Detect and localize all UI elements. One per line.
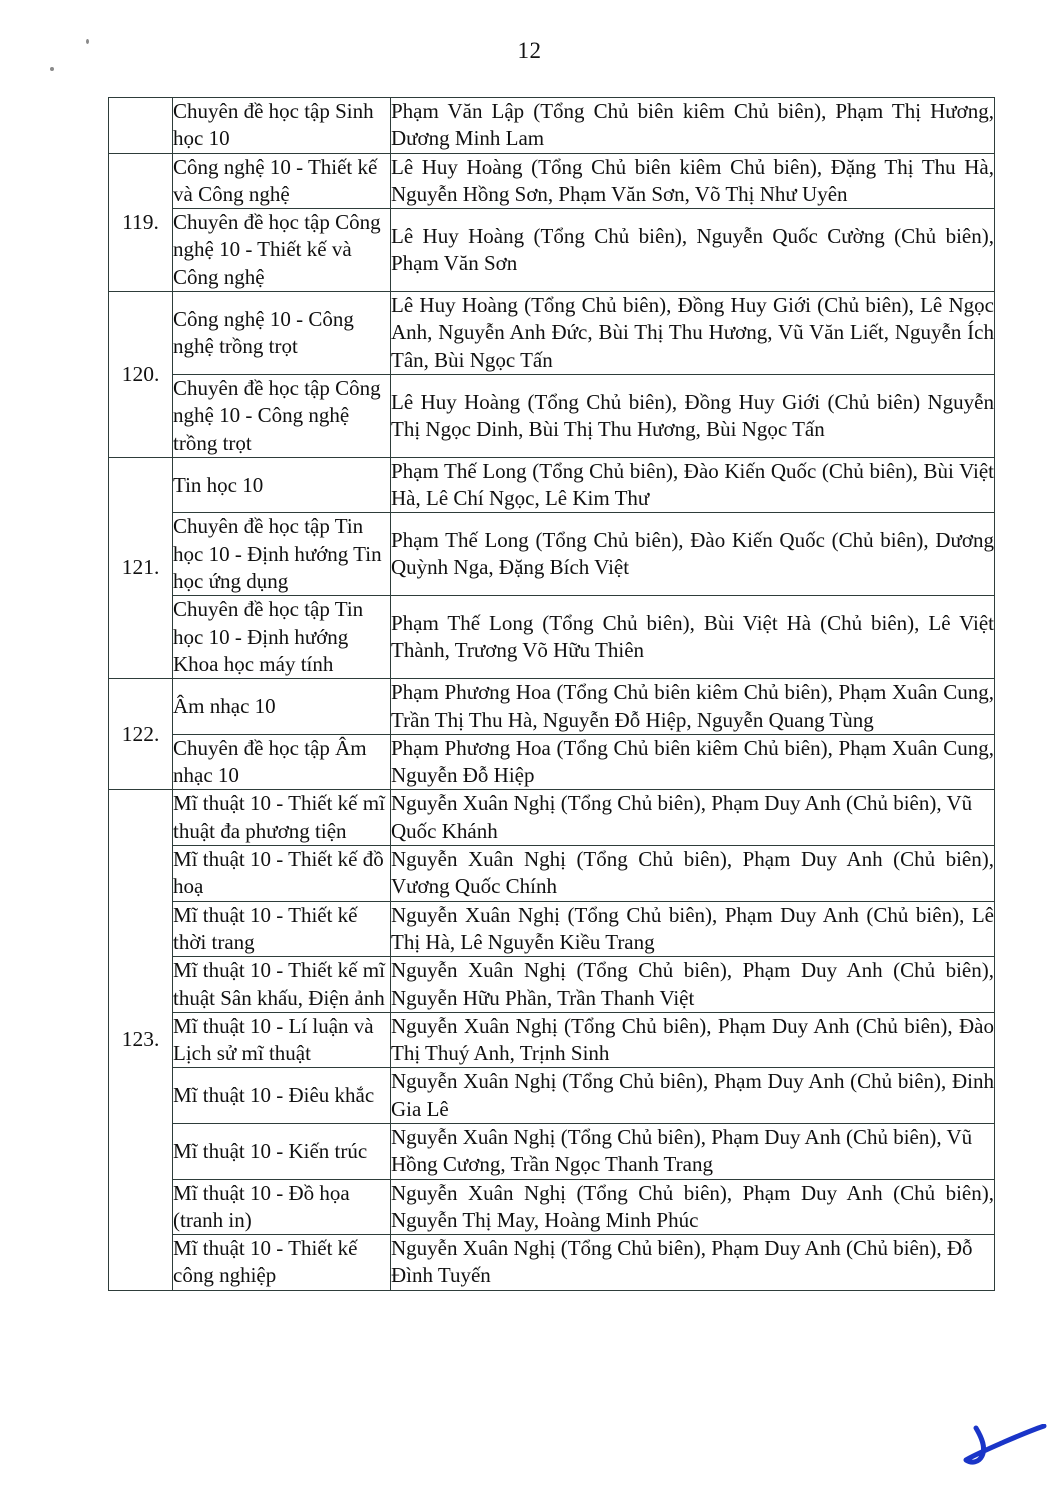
page-number: 12 (517, 38, 542, 63)
table-row (109, 1179, 995, 1235)
authors-cell: Lê Huy Hoàng (Tổng Chủ biên), Đồng Huy Giới (Chủ biên), Lê Ngọc Anh, Nguyễn Anh Đức, Bùi Thị Thu Hương, Vũ Văn Liết, Nguyễn Ích Tân, Bùi Ngọc Tấn (391, 292, 995, 375)
table-row (109, 596, 995, 679)
authors-cell: Nguyễn Xuân Nghị (Tổng Chủ biên), Phạm Duy Anh (Chủ biên), Vũ Quốc Khánh (391, 790, 995, 846)
book-title-cell: Công nghệ 10 - Công nghệ trồng trọt (173, 292, 391, 375)
authors-cell: Lê Huy Hoàng (Tổng Chủ biên kiêm Chủ biên), Đặng Thị Thu Hà, Nguyễn Hồng Sơn, Phạm Văn Sơn, Võ Thị Như Uyên (391, 153, 995, 209)
row-number-cell: 121. (109, 457, 173, 678)
authors-cell: Nguyễn Xuân Nghị (Tổng Chủ biên), Phạm Duy Anh (Chủ biên), Đào Thị Thuý Anh, Trịnh Sinh (391, 1012, 995, 1068)
table-row (109, 374, 995, 457)
authors-cell: Phạm Phương Hoa (Tổng Chủ biên kiêm Chủ biên), Phạm Xuân Cung, Trần Thị Thu Hà, Nguyễn Đỗ Hiệp, Nguyễn Quang Tùng (391, 679, 995, 735)
textbook-approval-table (108, 97, 995, 1291)
book-title-cell: Mĩ thuật 10 - Thiết kế mĩ thuật Sân khấu, Điện ảnh (173, 957, 391, 1013)
table-row (109, 1235, 995, 1291)
book-title-cell: Chuyên đề học tập Công nghệ 10 - Công nghệ trồng trọt (173, 374, 391, 457)
table-row (109, 790, 995, 846)
authors-cell: Phạm Phương Hoa (Tổng Chủ biên kiêm Chủ biên), Phạm Xuân Cung, Nguyễn Đỗ Hiệp (391, 734, 995, 790)
row-number-cell: 122. (109, 679, 173, 790)
table-row (109, 209, 995, 292)
authors-cell: Lê Huy Hoàng (Tổng Chủ biên), Đồng Huy Giới (Chủ biên) Nguyễn Thị Ngọc Dinh, Bùi Thị Thu Hương, Bùi Ngọc Tấn (391, 374, 995, 457)
table-row (109, 457, 995, 513)
book-title-cell: Chuyên đề học tập Công nghệ 10 - Thiết kế và Công nghệ (173, 209, 391, 292)
table-row (109, 846, 995, 902)
authors-cell: Nguyễn Xuân Nghị (Tổng Chủ biên), Phạm Duy Anh (Chủ biên), Vũ Hồng Cương, Trần Ngọc Thanh Trang (391, 1123, 995, 1179)
table-row (109, 1068, 995, 1124)
book-title-cell: Mĩ thuật 10 - Thiết kế mĩ thuật đa phương tiện (173, 790, 391, 846)
table-row (109, 901, 995, 957)
authors-cell: Nguyễn Xuân Nghị (Tổng Chủ biên), Phạm Duy Anh (Chủ biên), Đinh Gia Lê (391, 1068, 995, 1124)
book-title-cell: Chuyên đề học tập Tin học 10 - Định hướng Tin học ứng dụng (173, 513, 391, 596)
book-title-cell: Mĩ thuật 10 - Thiết kế thời trang (173, 901, 391, 957)
row-number-cell: 119. (109, 153, 173, 291)
book-title-cell: Chuyên đề học tập Âm nhạc 10 (173, 734, 391, 790)
row-number-cell (109, 98, 173, 154)
authors-cell: Nguyễn Xuân Nghị (Tổng Chủ biên), Phạm Duy Anh (Chủ biên), Lê Thị Hà, Lê Nguyễn Kiều Trang (391, 901, 995, 957)
table-row (109, 1123, 995, 1179)
table-row (109, 153, 995, 209)
signature-mark (952, 1424, 1052, 1486)
book-title-cell: Mĩ thuật 10 - Thiết kế công nghiệp (173, 1235, 391, 1291)
table-row (109, 292, 995, 375)
table-row (109, 98, 995, 154)
row-number-cell: 123. (109, 790, 173, 1290)
authors-cell: Nguyễn Xuân Nghị (Tổng Chủ biên), Phạm Duy Anh (Chủ biên), Nguyễn Hữu Phần, Trần Thanh Việt (391, 957, 995, 1013)
authors-cell: Lê Huy Hoàng (Tổng Chủ biên), Nguyễn Quốc Cường (Chủ biên), Phạm Văn Sơn (391, 209, 995, 292)
scan-speck (50, 67, 54, 71)
scan-speck (86, 39, 89, 44)
authors-cell: Phạm Thế Long (Tổng Chủ biên), Đào Kiến Quốc (Chủ biên), Dương Quỳnh Nga, Đặng Bích Việt (391, 513, 995, 596)
book-title-cell: Chuyên đề học tập Tin học 10 - Định hướng Khoa học máy tính (173, 596, 391, 679)
authors-cell: Nguyễn Xuân Nghị (Tổng Chủ biên), Phạm Duy Anh (Chủ biên), Nguyễn Thị May, Hoàng Minh Phúc (391, 1179, 995, 1235)
authors-cell: Nguyễn Xuân Nghị (Tổng Chủ biên), Phạm Duy Anh (Chủ biên), Vương Quốc Chính (391, 846, 995, 902)
authors-cell: Phạm Thế Long (Tổng Chủ biên), Bùi Việt Hà (Chủ biên), Lê Việt Thành, Trương Võ Hữu Thiên (391, 596, 995, 679)
book-title-cell: Tin học 10 (173, 457, 391, 513)
table-row (109, 679, 995, 735)
table-row (109, 734, 995, 790)
book-title-cell: Mĩ thuật 10 - Điêu khắc (173, 1068, 391, 1124)
table-body (109, 98, 995, 1291)
row-number-cell: 120. (109, 292, 173, 458)
book-title-cell: Mĩ thuật 10 - Thiết kế đồ hoạ (173, 846, 391, 902)
book-title-cell: Chuyên đề học tập Sinh học 10 (173, 98, 391, 154)
authors-cell: Nguyễn Xuân Nghị (Tổng Chủ biên), Phạm Duy Anh (Chủ biên), Đỗ Đình Tuyến (391, 1235, 995, 1291)
book-title-cell: Mĩ thuật 10 - Đồ họa (tranh in) (173, 1179, 391, 1235)
authors-cell: Phạm Thế Long (Tổng Chủ biên), Đào Kiến Quốc (Chủ biên), Bùi Việt Hà, Lê Chí Ngọc, Lê Kim Thư (391, 457, 995, 513)
table-row (109, 957, 995, 1013)
book-title-cell: Mĩ thuật 10 - Lí luận và Lịch sử mĩ thuật (173, 1012, 391, 1068)
table-row (109, 1012, 995, 1068)
book-title-cell: Công nghệ 10 - Thiết kế và Công nghệ (173, 153, 391, 209)
authors-cell: Phạm Văn Lập (Tổng Chủ biên kiêm Chủ biên), Phạm Thị Hương, Dương Minh Lam (391, 98, 995, 154)
table-row (109, 513, 995, 596)
book-title-cell: Mĩ thuật 10 - Kiến trúc (173, 1123, 391, 1179)
book-title-cell: Âm nhạc 10 (173, 679, 391, 735)
